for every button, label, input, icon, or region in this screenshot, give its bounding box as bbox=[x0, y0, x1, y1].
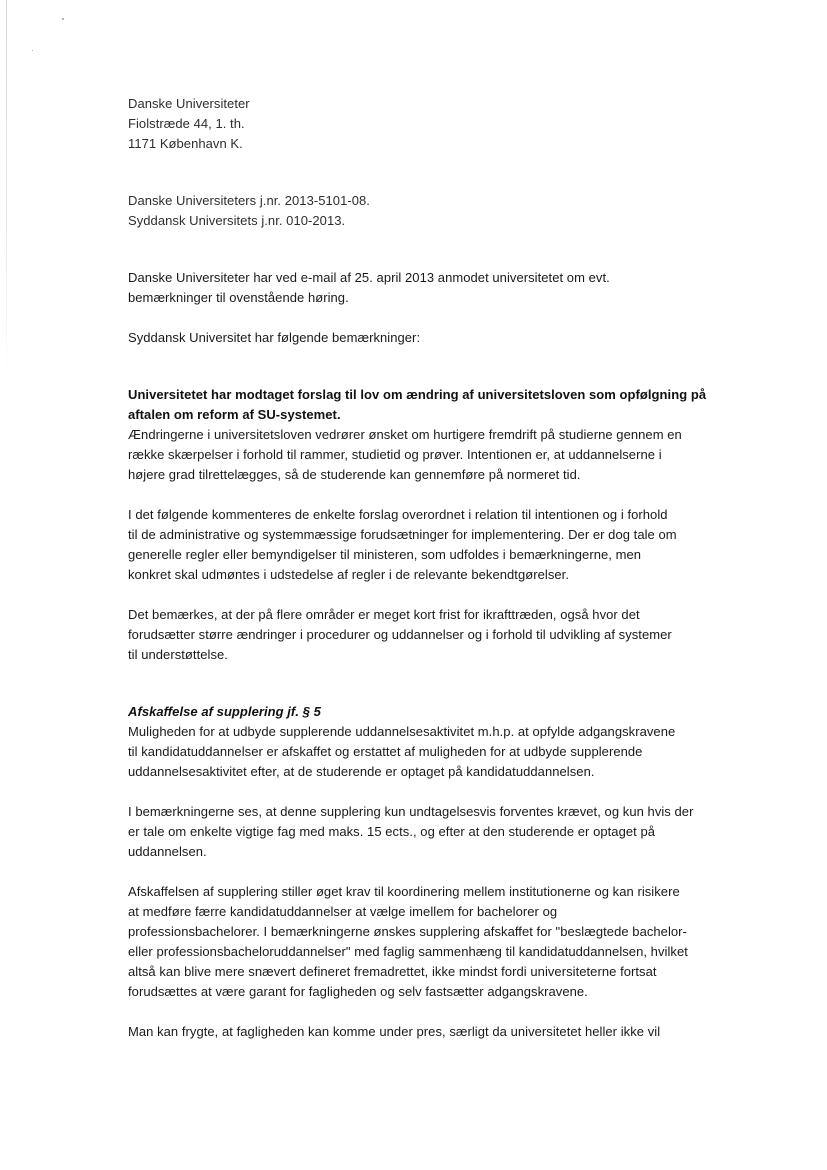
paragraph-line: Muligheden for at udbyde supplerende uddannelsesaktivitet m.h.p. at opfylde adgangskravene bbox=[128, 724, 676, 739]
paragraph-line: uddannelsen. bbox=[128, 844, 207, 859]
heading-line: Universitetet har modtaget forslag til lov om ændring af universitetsloven som opfølgning på bbox=[128, 387, 707, 402]
address-line: 1171 København K. bbox=[128, 136, 243, 151]
paragraph-line: professionsbachelorer. I bemærkningerne ønskes supplering afskaffet for "beslægtede bachelor- bbox=[128, 924, 687, 939]
paragraph-line: bemærkninger til ovenstående høring. bbox=[128, 290, 349, 305]
paragraph-line: Afskaffelsen af supplering stiller øget krav til koordinering mellem institutionerne og kan risikere bbox=[128, 884, 680, 899]
paragraph-line: uddannelsesaktivitet efter, at de studerende er optaget på kandidatuddannelsen. bbox=[128, 764, 595, 779]
paragraph-line: til de administrative og systemmæssige forudsætninger for implementering. Der er dog tale om bbox=[128, 527, 677, 542]
letter-body bbox=[128, 94, 708, 1042]
body-paragraph bbox=[128, 802, 708, 862]
paragraph-line: til kandidatuddannelser er afskaffet og erstattet af muligheden for at udbyde supplerende bbox=[128, 744, 643, 759]
section-heading bbox=[128, 385, 708, 425]
section-heading bbox=[128, 702, 708, 722]
address-line: Danske Universiteter bbox=[128, 96, 250, 111]
paragraph-line: Det bemærkes, at der på flere områder er meget kort frist for ikrafttræden, også hvor det bbox=[128, 607, 640, 622]
body-paragraph bbox=[128, 1022, 708, 1042]
paragraph-line: generelle regler eller bemyndigelser til ministeren, som udfoldes i bemærkningerne, men bbox=[128, 547, 642, 562]
recipient-address bbox=[128, 94, 708, 154]
paragraph-line: til understøttelse. bbox=[128, 647, 228, 662]
reference-line: Danske Universiteters j.nr. 2013-5101-08. bbox=[128, 193, 370, 208]
intro-paragraph bbox=[128, 268, 708, 308]
paragraph-line: Ændringerne i universitetsloven vedrører ønsket om hurtigere fremdrift på studierne gennem en bbox=[128, 427, 682, 442]
body-paragraph bbox=[128, 425, 708, 485]
body-paragraph bbox=[128, 722, 708, 782]
paragraph-line: konkret skal udmøntes i udstedelse af regler i de relevante bekendtgørelser. bbox=[128, 567, 569, 582]
paragraph-line: Man kan frygte, at fagligheden kan komme under pres, særligt da universitetet heller ikke vil bbox=[128, 1024, 661, 1039]
body-paragraph bbox=[128, 882, 708, 1002]
scan-speck bbox=[62, 18, 64, 20]
heading-line: aftalen om reform af SU-systemet. bbox=[128, 407, 341, 422]
scan-speck bbox=[32, 50, 33, 51]
paragraph-line: forudsættes at være garant for fagligheden og selv fastsætter adgangskravene. bbox=[128, 984, 588, 999]
paragraph-line: eller professionsbacheloruddannelser" med faglig sammenhæng til kandidatuddannelsen, hvilket bbox=[128, 944, 688, 959]
paragraph-line: altså kan blive mere snævert defineret fremadrettet, ikke mindst fordi universiteterne fortsat bbox=[128, 964, 657, 979]
paragraph-line: er tale om enkelte vigtige fag med maks. 15 ects., og efter at den studerende er optaget på bbox=[128, 824, 656, 839]
reference-numbers bbox=[128, 191, 708, 231]
paragraph-line: at medføre færre kandidatuddannelser at vælge imellem for bachelorer og bbox=[128, 904, 558, 919]
paragraph-line: højere grad tilrettelægges, så de studerende kan gennemføre på normeret tid. bbox=[128, 467, 581, 482]
reference-line: Syddansk Universitets j.nr. 010-2013. bbox=[128, 213, 346, 228]
body-paragraph bbox=[128, 605, 708, 665]
address-line: Fiolstræde 44, 1. th. bbox=[128, 116, 245, 131]
paragraph-line: Danske Universiteter har ved e-mail af 25. april 2013 anmodet universitetet om evt. bbox=[128, 270, 610, 285]
paragraph-line: I det følgende kommenteres de enkelte forslag overordnet i relation til intentionen og i forhold bbox=[128, 507, 668, 522]
scan-edge-mark bbox=[6, 0, 7, 380]
body-paragraph bbox=[128, 505, 708, 585]
paragraph-line: I bemærkningerne ses, at denne supplering kun undtagelsesvis forventes krævet, og kun hvis der bbox=[128, 804, 694, 819]
paragraph-line: forudsætter større ændringer i procedurer og uddannelser og i forhold til udvikling af systemer bbox=[128, 627, 672, 642]
heading-line: Afskaffelse af supplering jf. § 5 bbox=[128, 704, 321, 719]
intro-remarks-line bbox=[128, 328, 708, 348]
paragraph-line: række skærpelser i forhold til rammer, studietid og prøver. Intentionen er, at uddannelserne i bbox=[128, 447, 662, 462]
paragraph-line: Syddansk Universitet har følgende bemærkninger: bbox=[128, 330, 421, 345]
